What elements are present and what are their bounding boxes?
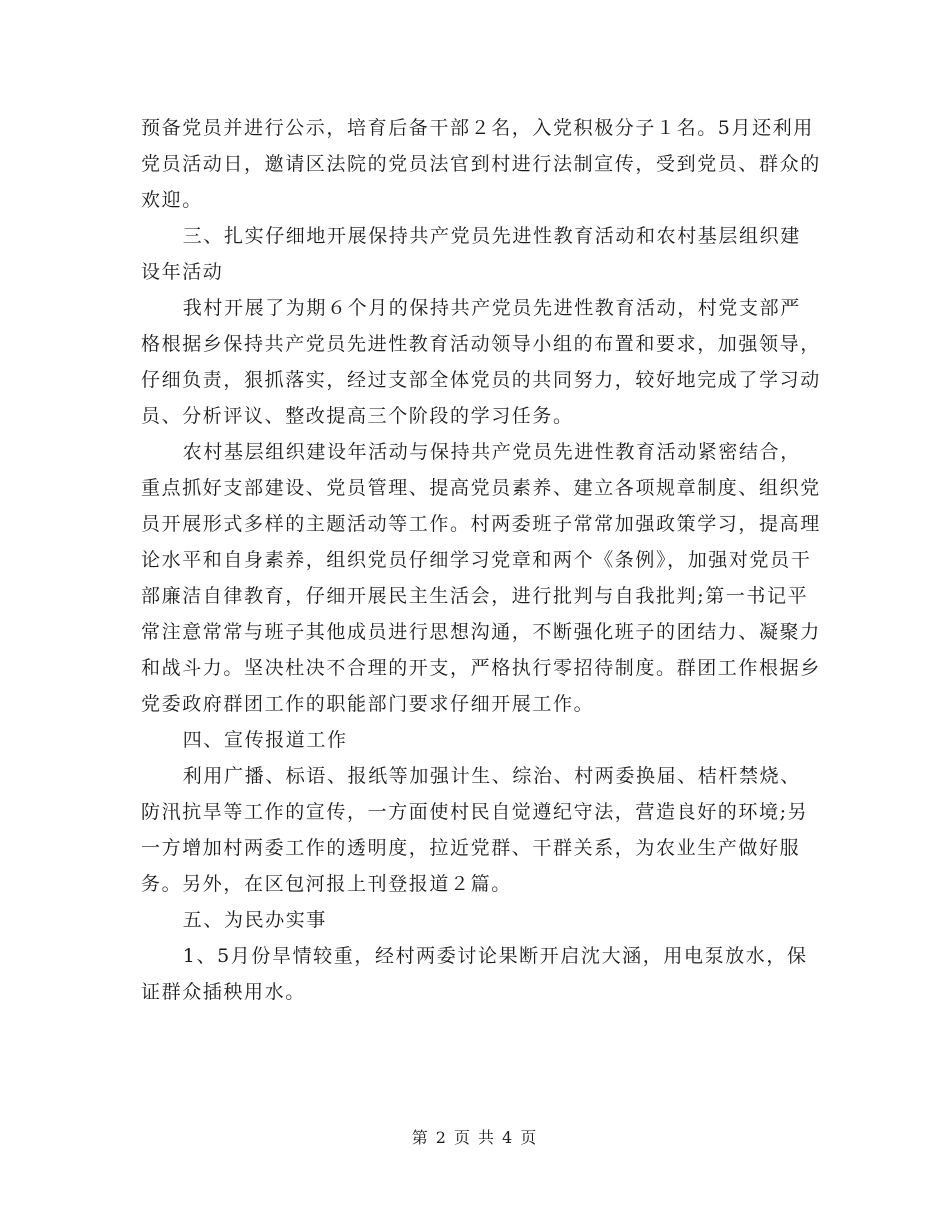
- document-body: [141, 110, 821, 1010]
- paragraph: 农村基层组织建设年活动与保持共产党员先进性教育活动紧密结合，重点抓好支部建设、党员管理、提高党员素养、建立各项规章制度、组织党员开展形式多样的主题活动等工作。村两委班子常常加强政策学习，提高理论水平和自身素养，组织党员仔细学习党章和两个《条例》，加强对党员干部廉洁自律教育，仔细开展民主生活会，进行批判与自我批判;第一书记平常注意常常与班子其他成员进行思想沟通，不断强化班子的团结力、凝聚力和战斗力。坚决杜决不合理的开支，严格执行零招待制度。群团工作根据乡党委政府群团工作的职能部门要求仔细开展工作。: [141, 441, 821, 715]
- footer-prefix: 第: [411, 1128, 430, 1147]
- footer-total-label: 共: [478, 1128, 497, 1147]
- paragraph: 我村开展了为期６个月的保持共产党员先进性教育活动，村党支部严格根据乡保持共产党员先进性教育活动领导小组的布置和要求，加强领导，仔细负责，狠抓落实，经过支部全体党员的共同努力，较好地完成了学习动员、分析评议、整改提高三个阶段的学习任务。: [141, 297, 821, 427]
- current-page-number: 2: [435, 1128, 448, 1147]
- paragraph: 预备党员并进行公示，培育后备干部２名，入党积极分子１名。5月还利用党员活动日，邀请区法院的党员法官到村进行法制宣传，受到党员、群众的欢迎。: [141, 117, 821, 211]
- section-heading-5: 五、为民办实事: [182, 909, 327, 931]
- total-pages-number: 4: [502, 1128, 515, 1147]
- paragraph: 利用广播、标语、报纸等加强计生、综治、村两委换届、桔杆禁烧、防汛抗旱等工作的宣传，一方面使村民自觉遵纪守法，营造良好的环境;另一方增加村两委工作的透明度，拉近党群、干群关系，为农业生产做好服务。另外，在区包河报上刊登报道２篇。: [141, 765, 809, 895]
- page-footer: [0, 1125, 950, 1148]
- paragraph: 1、5月份旱情较重，经村两委讨论果断开启沈大涵，用电泵放水，保证群众插秧用水。: [141, 945, 808, 1003]
- footer-suffix: 页: [520, 1128, 539, 1147]
- section-heading-3: 三、扎实仔细地开展保持共产党员先进性教育活动和农村基层组织建设年活动: [141, 225, 801, 283]
- footer-page-word: 页: [453, 1128, 472, 1147]
- section-heading-4: 四、宣传报道工作: [182, 729, 348, 751]
